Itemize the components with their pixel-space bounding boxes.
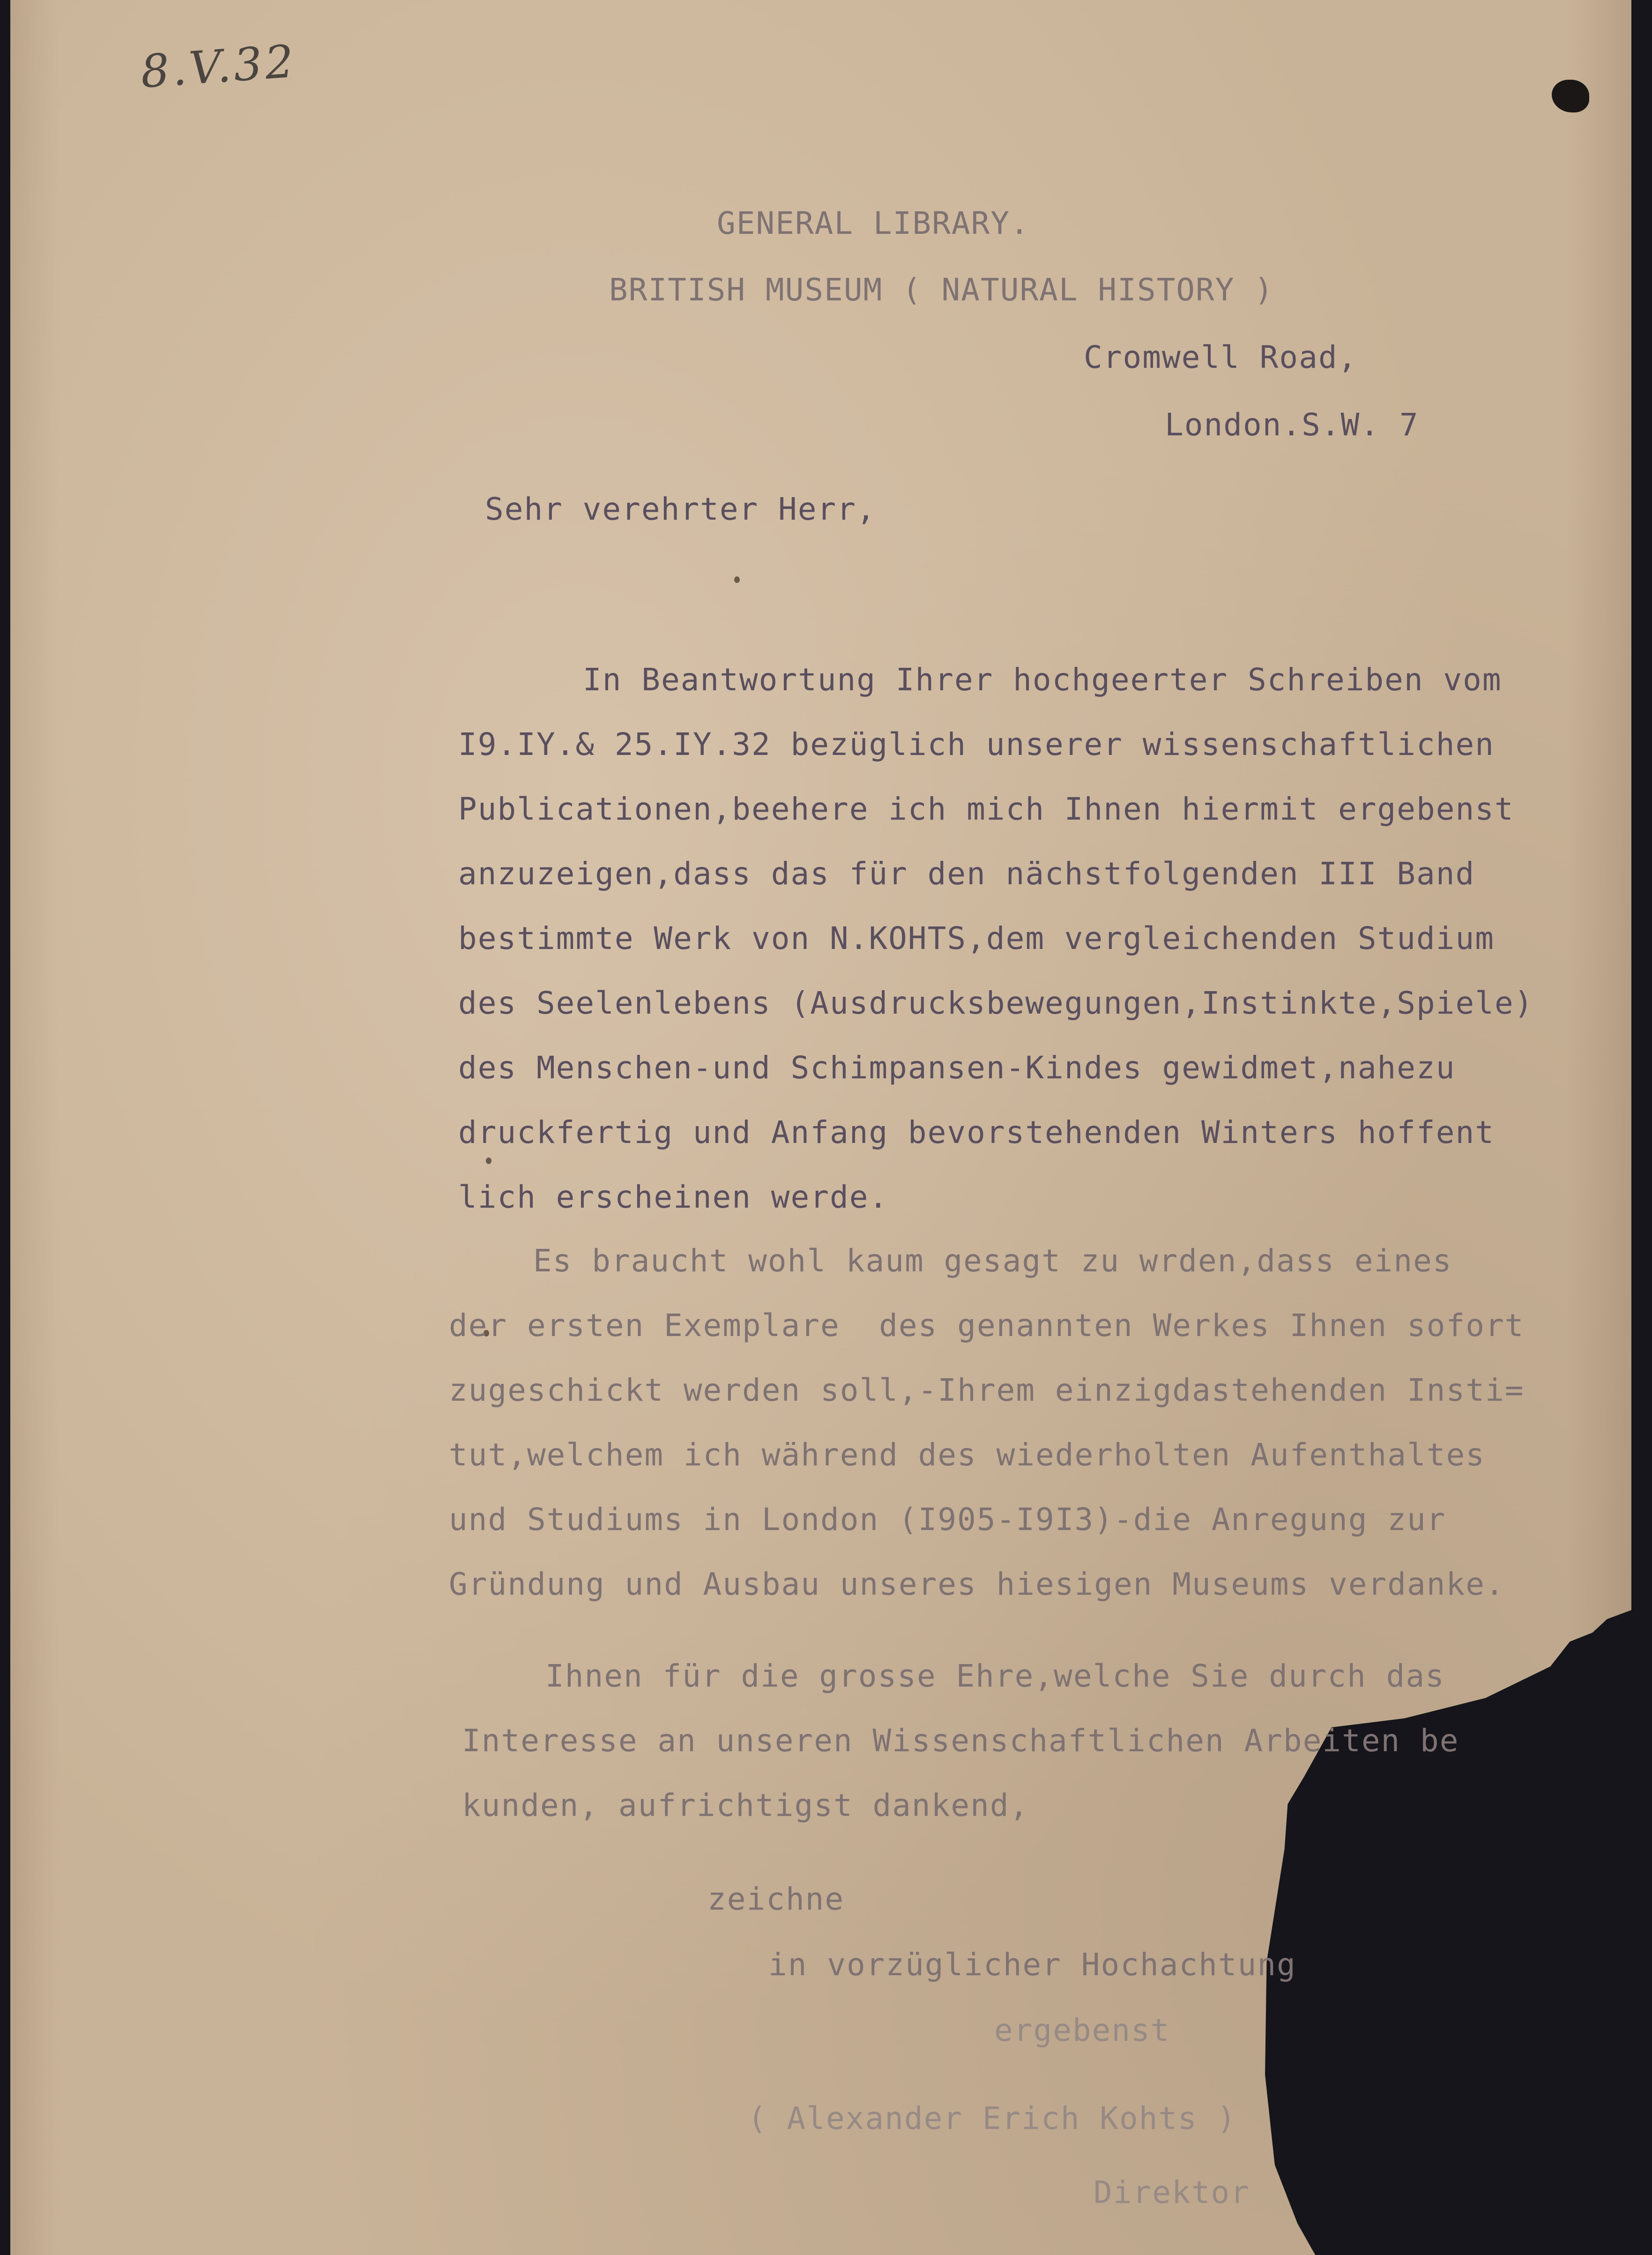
body-line: des Menschen-und Schimpansen-Kindes gewidmet,nahezu: [458, 1050, 1456, 1086]
body-line: druckfertig und Anfang bevorstehenden Winters hoffent: [458, 1114, 1495, 1150]
body-line: der ersten Exemplare des genannten Werkes Ihnen sofort: [449, 1307, 1525, 1344]
paper-speck: [486, 1157, 491, 1164]
paper-hole: [1552, 80, 1589, 112]
body-line: Gründung und Ausbau unseres hiesigen Museums verdanke.: [449, 1566, 1505, 1602]
body-line: und Studiums in London (I905-I9I3)-die Anregung zur: [449, 1501, 1446, 1538]
letterhead-library: GENERAL LIBRARY.: [717, 205, 1030, 241]
body-line: tut,welchem ich während des wiederholten Aufenthaltes: [449, 1437, 1485, 1473]
body-line: des Seelenlebens (Ausdrucksbewegungen,Instinkte,Spiele): [458, 985, 1534, 1021]
signatory-name: ( Alexander Erich Kohts ): [748, 2100, 1237, 2136]
closing-line: ergebenst: [994, 2012, 1170, 2048]
letterhead-museum: BRITISH MUSEUM ( NATURAL HISTORY ): [609, 272, 1274, 308]
closing-line: zeichne: [707, 1881, 845, 1917]
body-line: kunden, aufrichtigst dankend,: [462, 1787, 1029, 1823]
closing-line: in vorzüglicher Hochachtung: [768, 1947, 1296, 1983]
body-line: Es braucht wohl kaum gesagt zu wrden,dass eines: [533, 1243, 1452, 1279]
handwritten-date: 8.V.32: [139, 35, 298, 98]
body-line: Ihnen für die grosse Ehre,welche Sie durch das: [545, 1658, 1445, 1694]
body-line: Interesse an unseren Wissenschaftlichen Arbeiten be: [462, 1723, 1459, 1759]
body-line: I9.IY.& 25.IY.32 bezüglich unserer wissenschaftlichen: [458, 726, 1495, 762]
address-city: London.S.W. 7: [1165, 407, 1419, 443]
body-line: lich erscheinen werde.: [458, 1179, 889, 1215]
body-line: Publicationen,beehere ich mich Ihnen hiermit ergebenst: [458, 791, 1514, 827]
body-line: bestimmte Werk von N.KOHTS,dem vergleichenden Studium: [458, 920, 1495, 956]
signatory-title: Direktor: [1094, 2174, 1250, 2210]
body-line: zugeschickt werden soll,-Ihrem einzigdastehenden Insti=: [449, 1372, 1525, 1408]
body-line: In Beantwortung Ihrer hochgeerter Schreiben vom: [583, 662, 1502, 698]
address-street: Cromwell Road,: [1084, 339, 1358, 375]
paper-speck: [734, 576, 740, 583]
body-line: anzuzeigen,dass das für den nächstfolgenden III Band: [458, 856, 1475, 892]
salutation: Sehr verehrter Herr,: [485, 491, 876, 527]
